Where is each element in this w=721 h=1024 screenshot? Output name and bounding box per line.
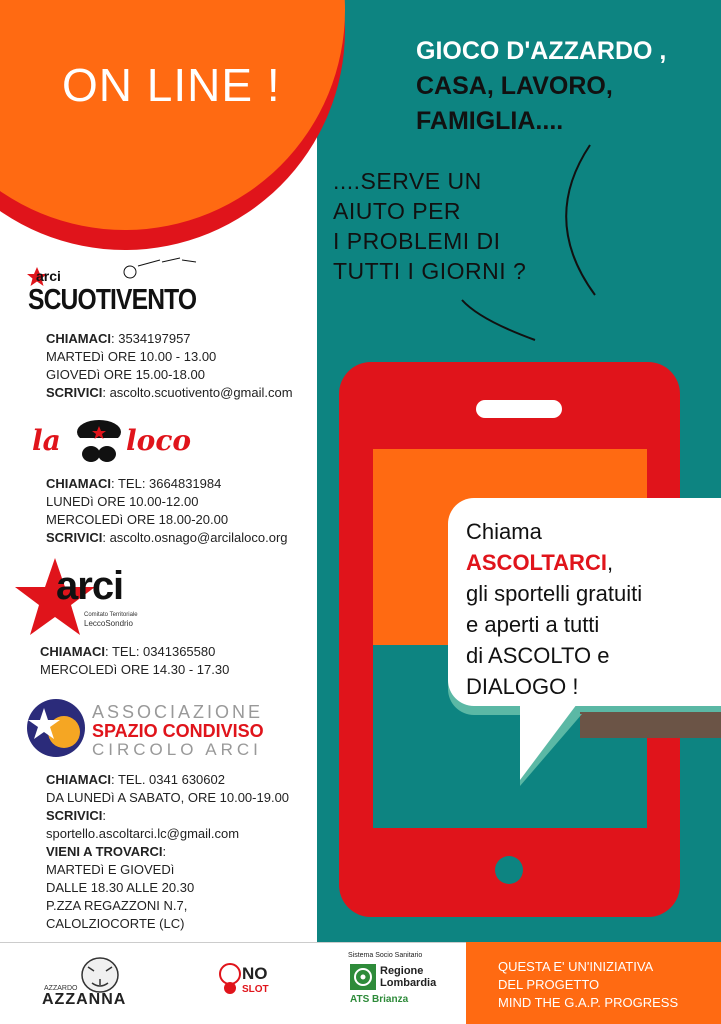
headline — [416, 34, 716, 139]
scuotivento-name: SCUOTIVENTO — [28, 284, 197, 316]
speech-bubble — [448, 498, 721, 706]
contact-line — [46, 897, 289, 915]
contact-value: MERCOLEDì ORE 18.00-20.00 — [46, 512, 229, 527]
headline-line-3: FAMIGLIA.... — [416, 107, 564, 135]
headline-line-2: CASA, LAVORO, — [416, 72, 613, 100]
laloco-contacts — [46, 475, 288, 547]
contact-value: : ascolto.osnago@arcilaloco.org — [102, 530, 288, 545]
contact-line — [46, 348, 293, 366]
bubble-tail — [520, 700, 580, 780]
contact-value: GIOVEDì ORE 15.00-18.00 — [46, 367, 205, 382]
online-title: ON LINE ! — [62, 59, 281, 111]
noslot-face-icon — [218, 962, 242, 996]
scuotivento-logo — [24, 258, 224, 322]
contact-key: SCRIVICI — [46, 808, 103, 823]
phone-speaker — [476, 400, 562, 418]
project-info-box — [466, 942, 721, 1024]
contact-line — [46, 366, 293, 384]
ats-brianza: ATS Brianza — [350, 994, 409, 1005]
contact-line — [46, 493, 288, 511]
contact-value: MARTEDì E GIOVEDì — [46, 862, 175, 877]
lombardia-1: Regione — [380, 965, 424, 977]
contact-line — [46, 807, 289, 825]
bubble-accent: ASCOLTARCI — [466, 550, 607, 575]
dandelion-icon — [120, 252, 200, 282]
spazio-condiviso-logo — [26, 698, 296, 762]
contact-key: CHIAMACI — [46, 331, 111, 346]
question-line-2: AIUTO PER — [333, 198, 462, 224]
contact-value: MARTEDì ORE 10.00 - 13.00 — [46, 349, 217, 364]
bubble-line-6: DIALOGO ! — [466, 674, 579, 699]
contact-line — [46, 789, 289, 807]
contact-value: : — [102, 808, 106, 823]
bubble-line-1: Chiama — [466, 519, 542, 544]
contact-line — [46, 384, 293, 402]
spazio-condiviso-line3: CIRCOLO ARCI — [92, 740, 262, 759]
question-line-3: I PROBLEMI DI — [333, 228, 501, 254]
question-line-4: TUTTI I GIORNI ? — [333, 258, 527, 284]
azzardo-azzanna-logo — [40, 955, 140, 1011]
lombardia-2: Lombardia — [380, 977, 437, 989]
contact-value: : — [162, 844, 167, 859]
contact-value: : TEL: 0341365580 — [105, 644, 216, 659]
bubble-accent-bar — [580, 712, 721, 738]
project-line-2: DEL PROGETTO — [498, 977, 600, 992]
lombardia-rose-icon — [350, 964, 376, 990]
contact-key: CHIAMACI — [46, 476, 111, 491]
laloco-la: la — [32, 424, 61, 457]
scuotivento-arci: arci — [36, 268, 61, 284]
azzardo-small: AZZARDO — [44, 985, 78, 992]
contact-line — [46, 843, 289, 861]
contact-value: DA LUNEDì A SABATO, ORE 10.00-19.00 — [46, 790, 290, 805]
contact-line — [46, 771, 289, 789]
contact-line — [46, 861, 289, 879]
contact-value: LUNEDì ORE 10.00-12.00 — [46, 494, 199, 509]
azzanna-name: AZZANNA — [42, 991, 127, 1008]
contact-value: P.ZZA REGAZZONI N.7, — [46, 898, 188, 913]
contact-key: SCRIVICI — [46, 385, 103, 400]
spazio-condiviso-contacts — [46, 771, 289, 933]
bubble-line-3: gli sportelli gratuiti — [466, 581, 643, 606]
noslot-slot: SLOT — [242, 984, 269, 995]
laloco-loco: loco — [126, 424, 192, 457]
regione-lombardia-logo — [348, 952, 458, 1012]
bubble-line-4: e aperti a tutti — [466, 612, 600, 637]
contact-value: : TEL: 3664831984 — [111, 476, 222, 491]
contact-line — [46, 529, 288, 547]
contact-line — [46, 511, 288, 529]
contact-value: : TEL. 0341 630602 — [111, 772, 225, 787]
cap-icon — [72, 416, 126, 466]
contact-value: DALLE 18.30 ALLE 20.30 — [46, 880, 195, 895]
contact-value: CALOLZIOCORTE (LC) — [46, 916, 185, 931]
bubble-line-5: di ASCOLTO e — [466, 643, 610, 668]
contact-line — [40, 661, 229, 679]
spazio-condiviso-line2: SPAZIO CONDIVISO — [92, 721, 264, 741]
contact-key: SCRIVICI — [46, 530, 103, 545]
contact-key: VIENI A TROVARCI — [46, 844, 163, 859]
laloco-logo — [30, 414, 220, 470]
arci-lecco-logo — [14, 556, 154, 638]
headline-line-1: GIOCO D'AZZARDO , — [416, 37, 667, 65]
arci-lecco-sub1: Comitato Territoriale — [84, 612, 138, 618]
contact-line — [46, 915, 289, 933]
spazio-condiviso-line1: ASSOCIAZIONE — [92, 702, 264, 722]
contact-value: : ascolto.scuotivento@gmail.com — [102, 385, 293, 400]
contact-line — [46, 330, 293, 348]
spazio-condiviso-emblem-icon — [26, 698, 86, 758]
contact-key: CHIAMACI — [40, 644, 105, 659]
noslot-no: NO — [242, 964, 268, 983]
contact-line — [46, 825, 289, 843]
phone-home-button — [495, 856, 523, 884]
project-line-1: QUESTA E' UN'INIZIATIVA — [498, 959, 654, 974]
contact-line — [40, 643, 229, 661]
arci-lecco-sub2: LeccoSondrio — [84, 619, 133, 628]
contact-value: MERCOLEDì ORE 14.30 - 17.30 — [40, 662, 230, 677]
bubble-line-2 — [466, 547, 721, 578]
arci-lecco-contacts — [40, 643, 229, 679]
contact-value: sportello.ascoltarci.lc@gmail.com — [46, 826, 240, 841]
project-line-3: MIND THE G.A.P. PROGRESS — [498, 995, 679, 1010]
bubble-accent-suffix: , — [606, 550, 614, 575]
noslot-logo — [218, 962, 278, 1002]
scuotivento-contacts — [46, 330, 293, 402]
orange-circle-shape — [0, 0, 345, 230]
lombardia-top: Sistema Socio Sanitario — [348, 952, 423, 959]
contact-key: CHIAMACI — [46, 772, 111, 787]
contact-line — [46, 879, 289, 897]
arci-lecco-name: arci — [56, 564, 124, 608]
question-text — [333, 166, 543, 286]
question-line-1: ....SERVE UN — [333, 168, 482, 194]
tiger-icon — [78, 955, 122, 995]
contact-line — [46, 475, 288, 493]
contact-value: : 3534197957 — [111, 331, 191, 346]
